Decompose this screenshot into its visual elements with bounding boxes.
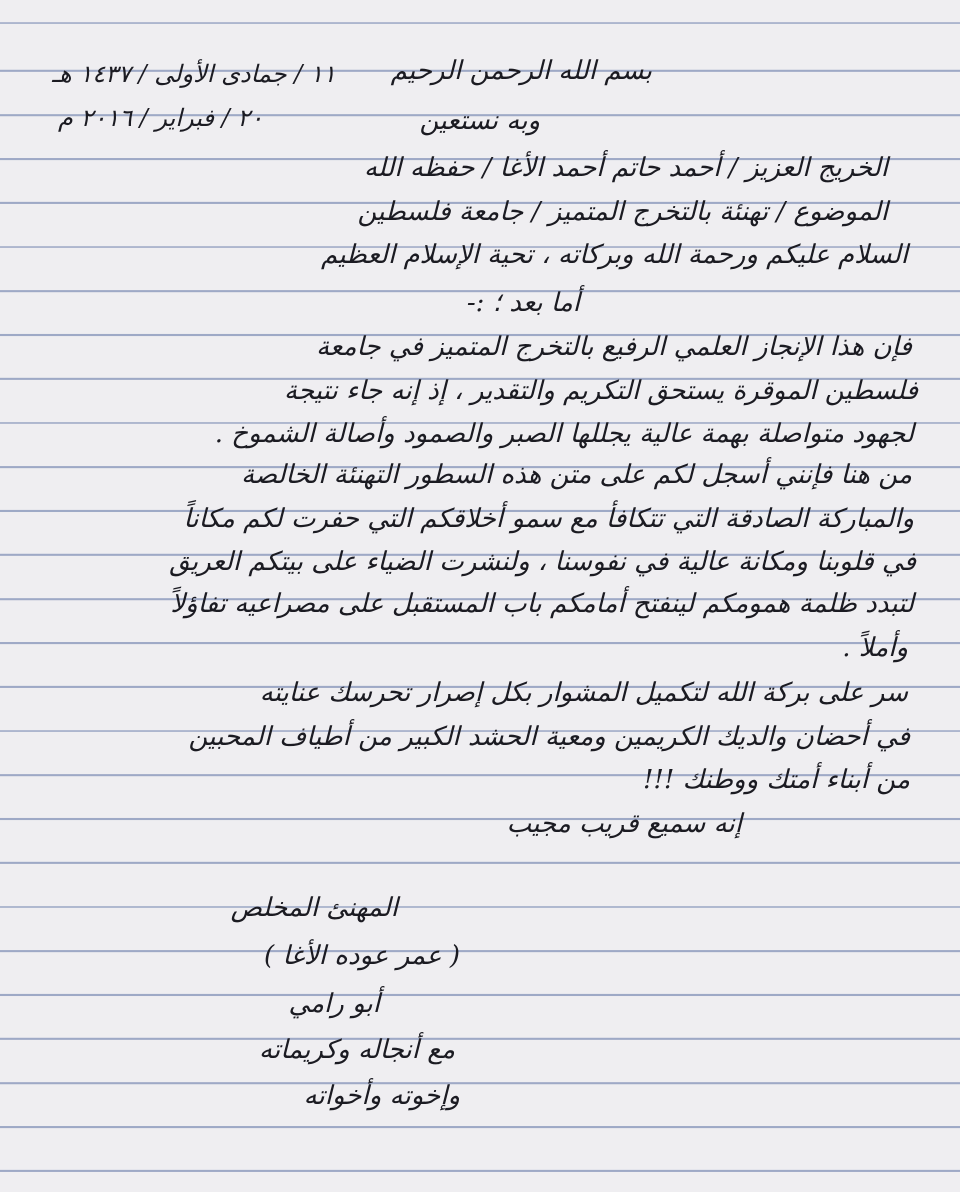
addressee-line: الخريج العزيز / أحمد حاتم أحمد الأغا / حفظه الله — [363, 153, 888, 183]
paragraph-1-line-3: لجهود متواصلة بهمة عالية يجللها الصبر والصمود وأصالة الشموخ . — [214, 419, 914, 449]
paragraph-3-line-2: في أحضان والديك الكريمين ومعية الحشد الكبير من أطياف المحبين — [188, 722, 910, 752]
paragraph-1-line-1: فإن هذا الإنجاز العلمي الرفيع بالتخرج المتميز في جامعة — [316, 332, 912, 362]
paragraph-2-line-1: من هنا فإنني أسجل لكم على متن هذه السطور التهنئة الخالصة — [241, 460, 912, 490]
subject-line: الموضوع / تهنئة بالتخرج المتميز / جامعة فلسطين — [357, 197, 888, 227]
hijri-date: ١١ / جمادى الأولى / ١٤٣٧ هـ — [52, 60, 336, 88]
signature-with-siblings: وإخوته وأخواته — [303, 1081, 460, 1111]
paragraph-3-line-3: من أبناء أمتك ووطنك !!! — [642, 765, 910, 795]
closing-prayer: إنه سميع قريب مجيب — [506, 809, 742, 839]
basmala: بسم الله الرحمن الرحيم — [390, 56, 652, 86]
invocation: وبه نستعين — [419, 106, 540, 136]
signature-title: المهنئ المخلص — [230, 893, 398, 923]
signature-with-children: مع أنجاله وكريماته — [259, 1035, 455, 1065]
paragraph-1-line-2: فلسطين الموقرة يستحق التكريم والتقدير ، إذ إنه جاء نتيجة — [284, 376, 918, 406]
paragraph-2-line-3: في قلوبنا ومكانة عالية في نفوسنا ، ولنشرت الضياء على بيتكم العريق — [169, 547, 916, 577]
signature-kunya: أبو رامي — [288, 989, 380, 1019]
paragraph-2-line-2: والمباركة الصادقة التي تتكافأ مع سمو أخلاقكم التي حفرت لكم مكاناً — [183, 504, 914, 534]
paragraph-2-line-5: وأملاً . — [842, 633, 908, 663]
gregorian-date: ٢٠ / فبراير / ٢٠١٦ م — [58, 104, 264, 132]
greeting: السلام عليكم ورحمة الله وبركاته ، تحية الإسلام العظيم — [321, 240, 908, 270]
signature-name: ( عمر عوده الأغا ) — [264, 941, 460, 971]
paragraph-2-line-4: لتبدد ظلمة همومكم لينفتح أمامكم باب المستقبل على مصراعيه تفاؤلاً — [170, 589, 914, 619]
paragraph-3-line-1: سر على بركة الله لتكميل المشوار بكل إصرار تحرسك عنايته — [259, 678, 908, 708]
opening: أما بعد ؛ :- — [466, 288, 580, 318]
